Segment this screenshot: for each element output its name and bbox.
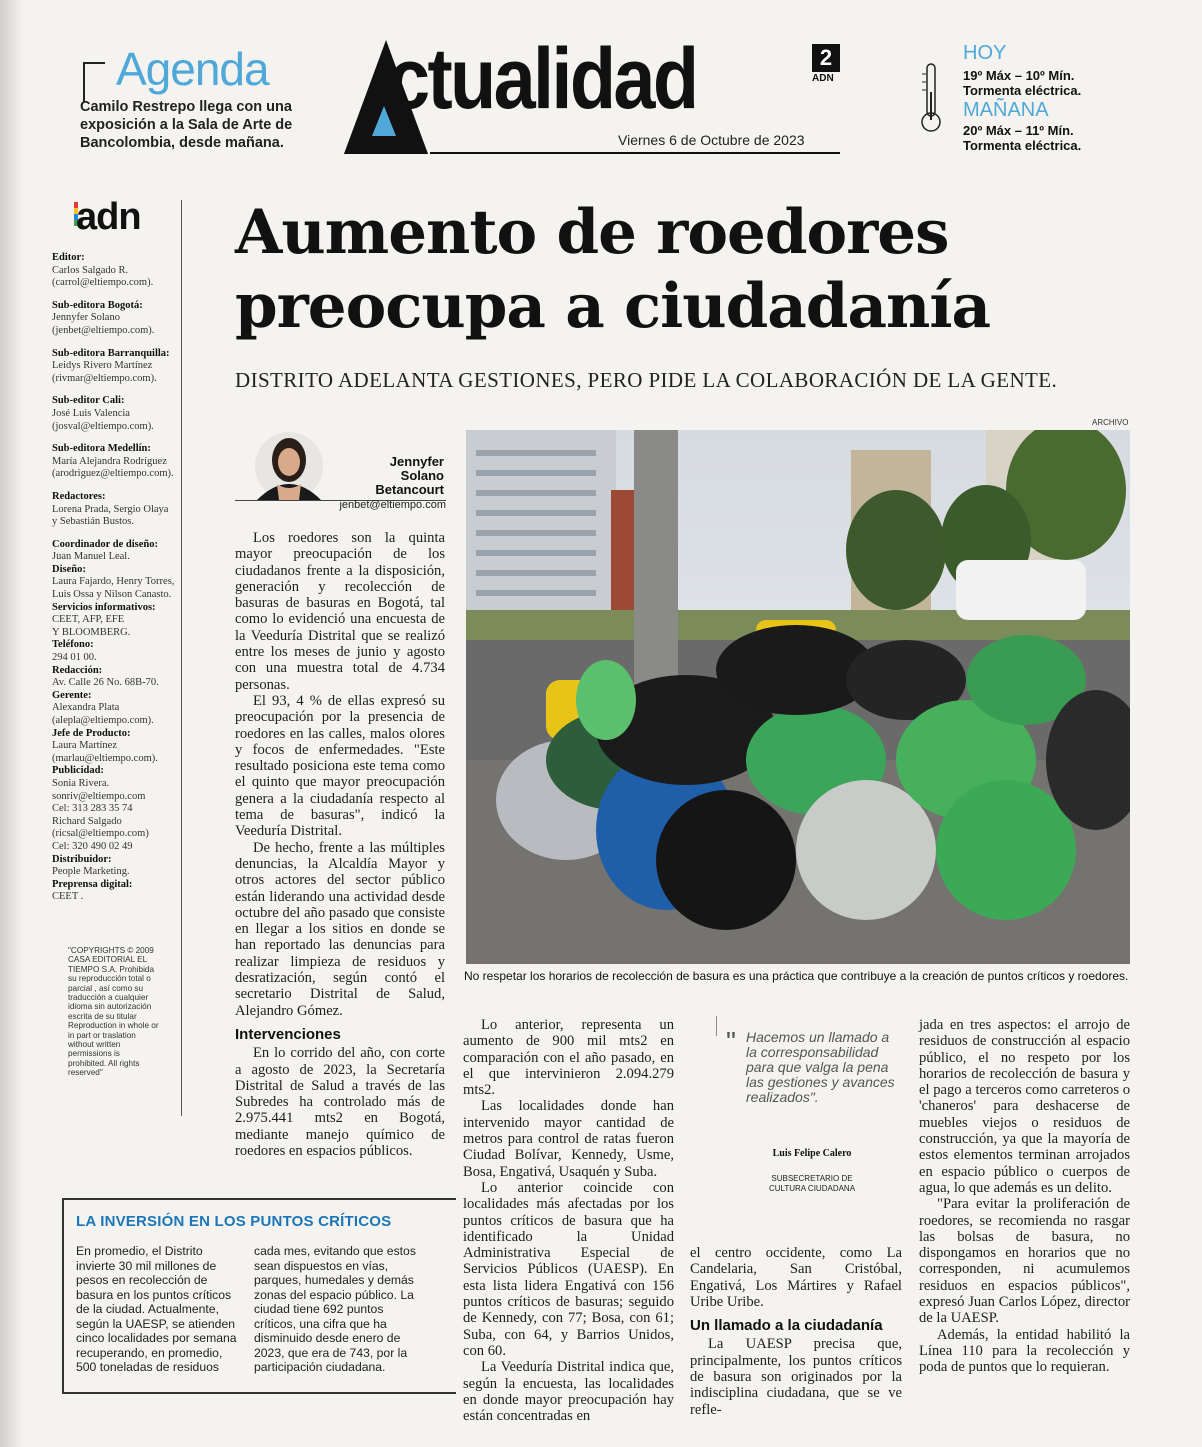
staff-detail: Laura Fajardo, Henry Torres, [52,576,175,588]
staff-detail: (marlau@eltiempo.com). [52,752,158,764]
paragraph: En lo corrido del año, con corte a agosto de 2023, la Secretaría Distrital de Salud a través de las Subredes ha controlado más de 2.975.441 mts2 en Bogotá, mediante manejo químico de roedores en espacios públicos. [235,1045,445,1159]
staff-role: Gerente: [52,689,92,701]
staff-detail: (arodriguez@eltiempo.com). [52,468,174,480]
staff-entry [52,602,182,640]
staff-role: Publicidad: [52,765,104,777]
staff-role: Editor: [52,252,85,263]
headline-line-1: Aumento de roedores [235,197,949,268]
weather-tomorrow-label: MAÑANA [963,99,1049,121]
paragraph: Las localidades donde han intervenido mayor cantidad de metros para control de ratas fueron Ciudad Bolívar, Kennedy, Usme, Bosa, Engativá, Usaquén y Suba. [463,1098,674,1180]
agenda-title: Agenda [116,43,269,95]
staff-detail: Leidys Rivero Martínez [52,360,153,372]
adn-logo: adn [76,196,141,238]
staff-entry [52,252,182,290]
weather-tomorrow-condition: Tormenta eléctrica. [963,138,1082,153]
author-name: Jennyfer Solano Betancourt [375,454,444,497]
weather-today-label: HOY [963,42,1007,64]
weather-today-temp: 19º Máx – 10º Mín. [963,68,1075,83]
paragraph: El 93, 4 % de ellas expresó su preocupación por la presencia de roedores en las calles, malos olores y focos de enfermedades. "Este resultado posiciona este tema como el quinto que mayor preocupación genera a la ciudadanía respecto al tema de basuras", indicó la Veeduría Distrital. [235,692,445,840]
staff-detail: sonriv@eltiempo.com [52,790,146,802]
section-rule [430,152,840,154]
paragraph: Lo anterior coincide con localidades más afectadas por los puntos críticos de basura que ha identificado la Unidad Administrativa Especial de Servicios Públicos (UAESP). En esta lista lidera Engativá con 156 puntos críticos de basuras; seguido de Kennedy, con 77; Bosa, con 61; Suba, con 64, y Barrios Unidos, con 60. [463,1179,674,1359]
staff-detail: Cel: 320 490 02 49 [52,840,133,852]
photo-credit: ARCHIVO [1092,418,1129,427]
staff-detail: María Alejandra Rodríguez [52,455,167,467]
quote-rule [716,1016,717,1036]
article-column-1 [235,530,445,1159]
staff-detail: (josval@eltiempo.com). [52,420,154,432]
section-title: ctualidad [388,31,697,127]
author-photo [235,432,339,500]
staff-role: Sub-editora Bogotá: [52,299,143,311]
staff-entry [52,665,182,690]
staff-role: Distribuidor: [52,853,112,865]
weather-today-condition: Tormenta eléctrica. [963,83,1082,98]
article-column-3 [690,1245,902,1418]
page-gutter-shadow [0,0,22,1447]
investment-box-col-2: cada mes, evitando que estos sean dispuestos en vías, parques, humedales y demás zonas del espacio público. La ciudad tiene 692 puntos críticos, una cifra que ha disminuido desde enero de 2023, que era de 743, por la participación ciudadana. [254,1244,416,1374]
staff-role: Coordinador de diseño: [52,538,158,550]
staff-detail: (alepla@eltiempo.com). [52,715,154,726]
staff-entry [52,443,182,481]
investment-box-title: LA INVERSIÓN EN LOS PUNTOS CRÍTICOS [76,1213,392,1230]
staff-role: Sub-editora Medellín: [52,443,151,455]
staff-detail: Jennyfer Solano [52,312,120,324]
paragraph: el centro occidente, como La Candelaria, San Cristóbal, Engativá, Los Mártires y Rafael Uribe Uribe. [690,1245,902,1310]
staff-detail: Sonia Rivera. [52,777,110,789]
staff-detail: Luis Ossa y Nilson Canasto. [52,589,172,601]
page-brand: ADN [812,73,834,84]
staff-detail: (carrol@eltiempo.com). [52,277,154,289]
author-email: jenbet@eltiempo.com [339,499,446,511]
staff-role: Sub-editor Cali: [52,395,125,407]
staff-detail: (rivmar@eltiempo.com). [52,372,157,384]
article-column-4 [919,1017,1130,1376]
issue-date: Viernes 6 de Octubre de 2023 [618,132,805,148]
staff-role: Sub-editora Barranquilla: [52,347,170,359]
staff-detail: Richard Salgado [52,815,122,827]
staff-entry [52,690,182,728]
staff-entry [52,639,182,664]
staff-detail: Alexandra Plata [52,702,120,714]
staff-role: Jefe de Producto: [52,727,131,739]
staff-detail: CEET, AFP, EFE [52,614,125,626]
staff-role: Diseño: [52,563,86,575]
staff-detail: Cel: 313 283 35 74 [52,803,133,815]
staff-role: Redacción: [52,664,103,676]
staff-entry [52,300,182,338]
thermometer-icon [920,62,942,134]
investment-box-col-1: En promedio, el Distrito invierte 30 mil millones de pesos en recolección de basura en los puntos críticos de la ciudad. Actualmente, según la UAESP, se atienden cinco localidades por semana recuperando, en promedio, 500 toneladas de residuos [76,1244,237,1374]
paragraph: La UAESP precisa que, principalmente, los puntos críticos de basura son originados por la indisciplina ciudadana, que se ve refle- [690,1336,902,1418]
staff-role: Redactores: [52,490,106,502]
agenda-bracket [83,62,105,102]
weather-tomorrow-temp: 20º Máx – 11º Mín. [963,123,1074,138]
paragraph: La Veeduría Distrital indica que, según la encuesta, las localidades en donde mayor preocupación hay están concentradas en [463,1359,674,1425]
section-heading-intervenciones: Intervenciones [235,1025,341,1043]
paragraph: Lo anterior, representa un aumento de 900 mil mts2 en comparación con el año pasado, en el que intervinieron 2.094.279 mts2. [463,1017,674,1099]
staff-role: Preprensa digital: [52,878,133,890]
staff-entry [52,564,182,602]
staff-detail: Laura Martínez [52,740,118,752]
paragraph: Los roedores son la quinta mayor preocupación de los ciudadanos frente a la disposición, generación y recolección de basuras de basuras en Bogotá, tal como lo evidenció una encuesta de la Veeduría Distrital que se realizó entre los meses de junio y agosto con una muestra total de 4.734 personas. [235,530,445,693]
garbage-bags-photo [466,430,1130,964]
column-divider [181,200,182,1116]
paragraph: jada en tres aspectos: el arrojo de residuos de construcción al espacio público, el no respeto por los horarios de recolección de basura y el pago a terceros como carreteros o 'chaneros' para deshacerse de muebles viejos o residuos de construcción, ya que la mayoría de estos elementos terminan arrojados en espacio público o cuerpos de agua, lo que además es un delito. [919,1017,1130,1196]
staff-detail: Y BLOOMBERG. [52,626,131,638]
staff-detail: y Sebastián Bustos. [52,516,134,528]
agenda-text: Camilo Restrepo llega con una exposición a la Sala de Arte de Bancolombia, desde mañana. [80,99,293,151]
section-heading-llamado: Un llamado a la ciudadanía [690,1317,883,1335]
staff-detail: Lorena Prada, Sergio Olaya [52,503,169,515]
staff-detail: CEET . [52,891,84,903]
staff-entry [52,765,182,853]
paragraph: De hecho, frente a las múltiples denuncias, la Alcaldía Mayor y otros actores del sector público están liderando una actividad desde octubre del año pasado que consiste en llegar a los sitios en donde se han reportado las denuncias para realizar limpieza de residuos y desratización, según contó el secretario Distrital de Salud, Alejandro Gómez. [235,839,445,1019]
staff-role: Teléfono: [52,639,94,651]
staff-entry [52,395,182,433]
staff-entry [52,491,182,529]
pull-quote: Hacemos un llamado a la corresponsabilidad para que valga la pena las gestiones y avances realizados". [746,1029,895,1105]
article-column-2 [463,1017,674,1424]
staff-detail: (ricsal@eltiempo.com) [52,828,149,840]
staff-detail: Juan Manuel Leal. [52,551,130,563]
staff-entry [52,539,182,564]
staff-detail: People Marketing. [52,866,130,878]
staff-role: Servicios informativos: [52,601,156,613]
page-number: 2 [812,44,840,72]
staff-detail: Av. Calle 26 No. 68B-70. [52,677,159,689]
copyright-notice: "COPYRIGHTS © 2009 CASA EDITORIAL EL TIEMPO S.A. Prohibida su reproducción total o parcial , así como su traducción a cualquier idioma sin autorización escrita de su titular Reproduction in whole or in part or traslation without written permissions is prohibited. All rights reserved" [68,946,159,1078]
paragraph: Además, la entidad habilitó la Línea 110 para la recolección y poda de puntos que lo requieran. [919,1326,1130,1376]
staff-detail: José Luis Valencia [52,407,130,419]
article-headline [235,196,1135,344]
staff-entry [52,728,182,766]
staff-entry [52,348,182,386]
staff-directory [52,252,182,904]
paragraph: "Para evitar la proliferación de roedores, se recomienda no rasgar las bolsas de basura, no dispongamos en horarios que no corresponden, ni acumulemos residuos en espacios públicos", expresó Juan Carlos López, director de la UAESP. [919,1196,1130,1327]
quote-author-role: SUBSECRETARIO DE CULTURA CIUDADANA [768,1174,856,1193]
staff-detail: Carlos Salgado R. [52,264,129,276]
article-subhead: DISTRITO ADELANTA GESTIONES, PERO PIDE LA COLABORACIÓN DE LA GENTE. [235,368,1058,392]
staff-detail: (jenbet@eltiempo.com). [52,324,155,336]
photo-caption: No respetar los horarios de recolección de basura es una práctica que contribuye a la creación de puntos críticos y roedores. [464,969,1129,983]
headline-line-2: preocupa a ciudadanía [235,271,991,342]
staff-entry [52,854,182,879]
staff-detail: 294 01 00. [52,652,97,664]
staff-entry [52,879,182,904]
quote-author-name: Luis Felipe Calero [772,1148,852,1159]
quote-mark-icon: " [726,1026,736,1057]
